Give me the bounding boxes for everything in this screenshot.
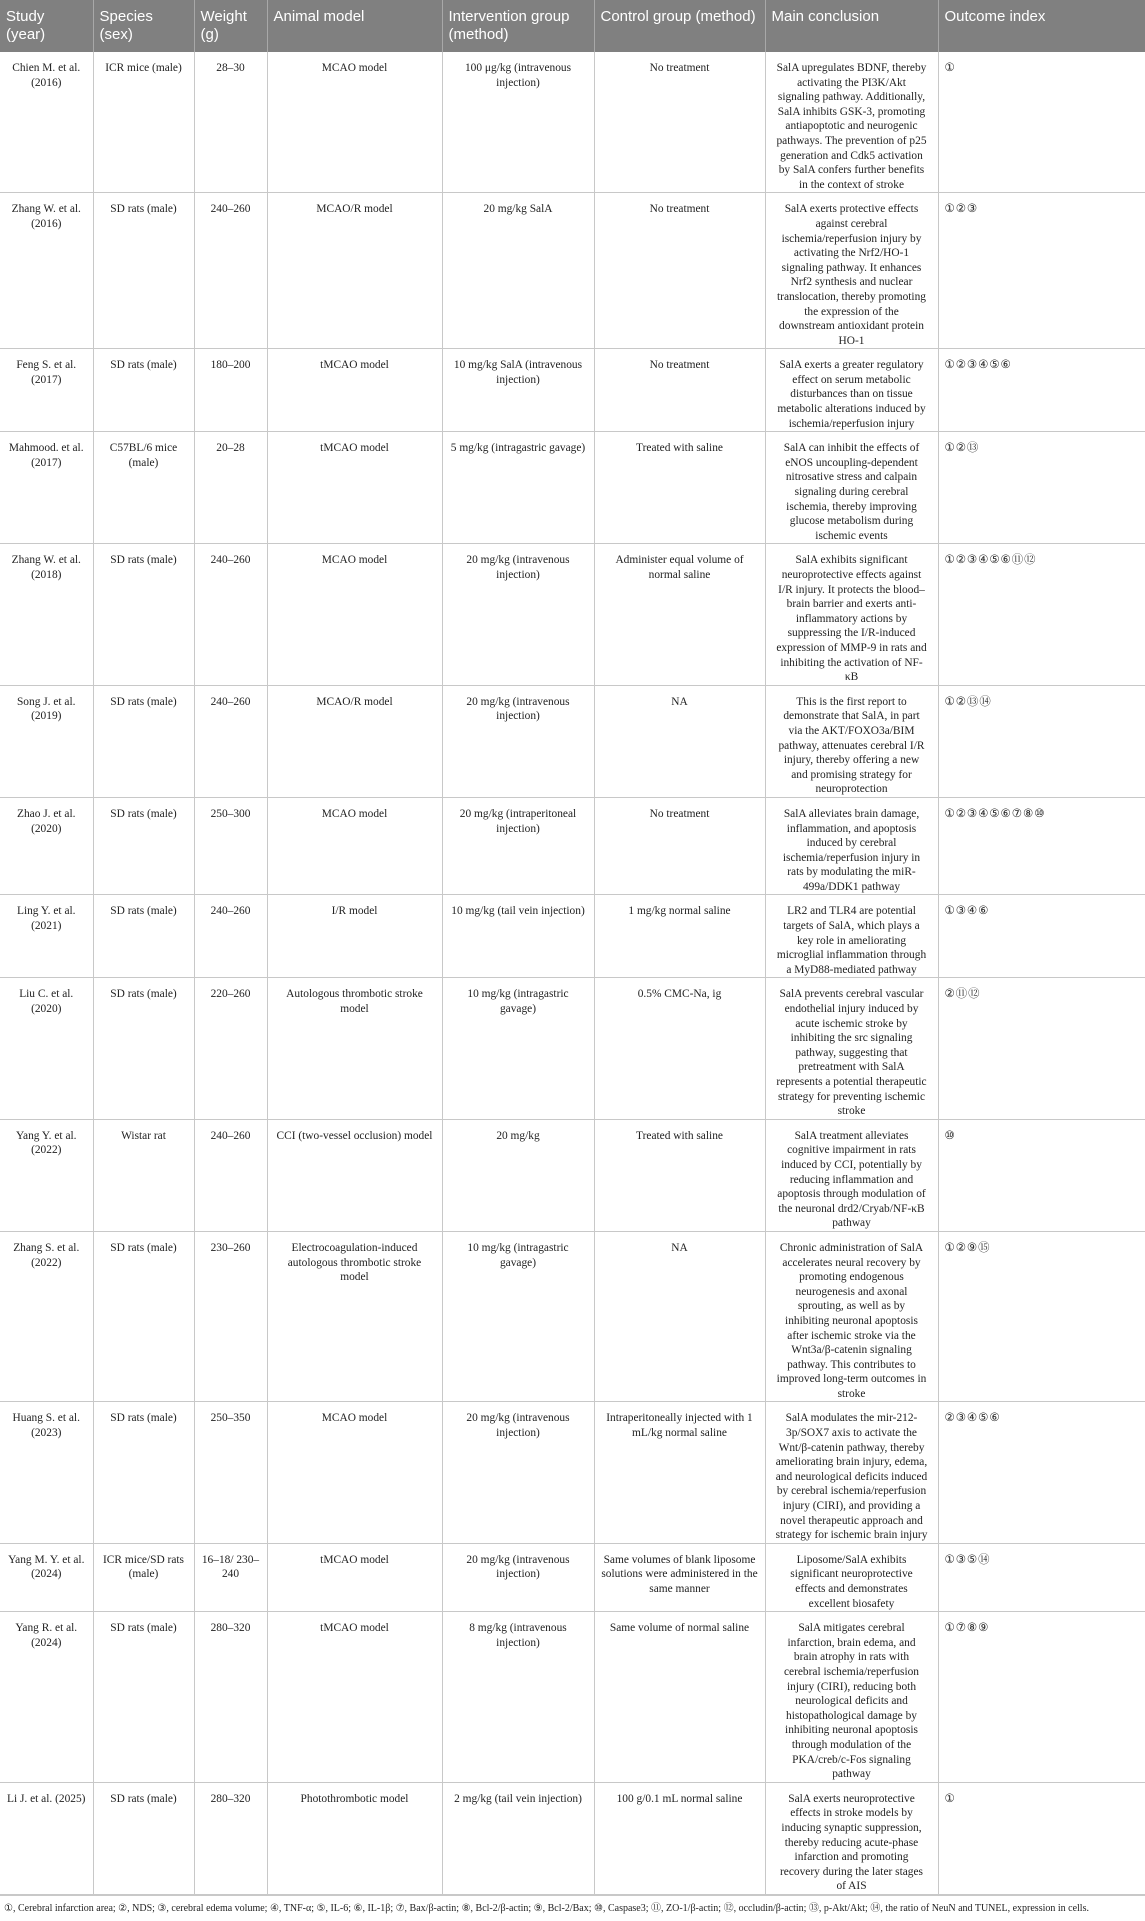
intervention-cell: 20 mg/kg (intravenous injection)	[442, 544, 594, 685]
table-row	[0, 193, 1145, 349]
conclusion-cell: Liposome/SalA exhibits significant neuroprotective effects and demonstrates excellent biosafety	[765, 1543, 938, 1611]
table-row	[0, 349, 1145, 432]
species-cell: SD rats (male)	[93, 193, 194, 349]
weight-cell: 28–30	[194, 52, 267, 193]
weight-cell: 280–320	[194, 1782, 267, 1894]
weight-cell: 220–260	[194, 978, 267, 1119]
weight-cell: 250–300	[194, 797, 267, 895]
study-cell: Feng S. et al. (2017)	[0, 349, 93, 432]
model-cell: MCAO model	[267, 52, 442, 193]
header-row	[0, 0, 1145, 52]
weight-cell: 20–28	[194, 432, 267, 544]
outcome-cell: ①②③④⑤⑥⑪⑫	[938, 544, 1145, 685]
table-row	[0, 1231, 1145, 1402]
conclusion-cell: SalA mitigates cerebral infarction, brain edema, and brain atrophy in rats with cerebral ischemia/reperfusion injury (CIRI), reducing both neurological deficits and histopathological damage by inhibiting neuronal apoptosis through modulation of the PKA/creb/c-Fos signaling pathway	[765, 1612, 938, 1783]
control-cell: NA	[594, 685, 765, 797]
weight-cell: 180–200	[194, 349, 267, 432]
model-cell: MCAO model	[267, 544, 442, 685]
table-row	[0, 52, 1145, 193]
conclusion-cell: SalA can inhibit the effects of eNOS uncoupling-dependent nitrosative stress and calpain signaling during cerebral ischemia, thereby improving glucose metabolism during ischemic events	[765, 432, 938, 544]
weight-cell: 240–260	[194, 544, 267, 685]
study-cell: Zhao J. et al. (2020)	[0, 797, 93, 895]
header-outcome: Outcome index	[938, 0, 1145, 52]
table-row	[0, 1782, 1145, 1894]
model-cell: MCAO model	[267, 1402, 442, 1543]
model-cell: Autologous thrombotic stroke model	[267, 978, 442, 1119]
conclusion-cell: This is the first report to demonstrate that SalA, in part via the AKT/FOXO3a/BIM pathway, attenuates cerebral I/R injury, thereby offering a new and promising strategy for neuroprotection	[765, 685, 938, 797]
model-cell: tMCAO model	[267, 1612, 442, 1783]
outcome-cell: ②⑪⑫	[938, 978, 1145, 1119]
control-cell: 100 g/0.1 mL normal saline	[594, 1782, 765, 1894]
species-cell: SD rats (male)	[93, 978, 194, 1119]
intervention-cell: 20 mg/kg (intravenous injection)	[442, 1543, 594, 1611]
intervention-cell: 2 mg/kg (tail vein injection)	[442, 1782, 594, 1894]
weight-cell: 250–350	[194, 1402, 267, 1543]
outcome-cell: ①②③④⑤⑥⑦⑧⑩	[938, 797, 1145, 895]
conclusion-cell: SalA exerts neuroprotective effects in stroke models by inducing synaptic suppression, thereby reducing acute-phase infarction and promoting recovery during the later stages of AIS	[765, 1782, 938, 1894]
species-cell: Wistar rat	[93, 1119, 194, 1231]
table-row	[0, 1119, 1145, 1231]
control-cell: No treatment	[594, 797, 765, 895]
header-study: Study (year)	[0, 0, 93, 52]
species-cell: C57BL/6 mice (male)	[93, 432, 194, 544]
outcome-cell: ①②⑬⑭	[938, 685, 1145, 797]
outcome-cell: ①②⑬	[938, 432, 1145, 544]
table-row	[0, 432, 1145, 544]
table-row	[0, 895, 1145, 978]
control-cell: Same volume of normal saline	[594, 1612, 765, 1783]
header-intervention: Intervention group (method)	[442, 0, 594, 52]
control-cell: 0.5% CMC-Na, ig	[594, 978, 765, 1119]
conclusion-cell: SalA prevents cerebral vascular endothelial injury induced by acute ischemic stroke by inhibiting the src signaling pathway, suggesting that pretreatment with SalA represents a potential therapeutic strategy for preventing ischemic stroke	[765, 978, 938, 1119]
header-species: Species (sex)	[93, 0, 194, 52]
intervention-cell: 10 mg/kg (tail vein injection)	[442, 895, 594, 978]
model-cell: tMCAO model	[267, 349, 442, 432]
species-cell: SD rats (male)	[93, 1231, 194, 1402]
control-cell: 1 mg/kg normal saline	[594, 895, 765, 978]
table-row	[0, 544, 1145, 685]
conclusion-cell: LR2 and TLR4 are potential targets of SalA, which plays a key role in ameliorating microglial inflammation through a MyD88-mediated pathway	[765, 895, 938, 978]
control-cell: Administer equal volume of normal saline	[594, 544, 765, 685]
study-cell: Zhang S. et al. (2022)	[0, 1231, 93, 1402]
table-row	[0, 1543, 1145, 1611]
intervention-cell: 20 mg/kg (intravenous injection)	[442, 1402, 594, 1543]
outcome-cell: ①②③④⑤⑥	[938, 349, 1145, 432]
intervention-cell: 100 μg/kg (intravenous injection)	[442, 52, 594, 193]
intervention-cell: 20 mg/kg (intravenous injection)	[442, 685, 594, 797]
species-cell: SD rats (male)	[93, 895, 194, 978]
weight-cell: 240–260	[194, 193, 267, 349]
intervention-cell: 5 mg/kg (intragastric gavage)	[442, 432, 594, 544]
intervention-cell: 10 mg/kg SalA (intravenous injection)	[442, 349, 594, 432]
model-cell: MCAO/R model	[267, 685, 442, 797]
control-cell: No treatment	[594, 52, 765, 193]
outcome-cell: ②③④⑤⑥	[938, 1402, 1145, 1543]
study-cell: Zhang W. et al. (2018)	[0, 544, 93, 685]
intervention-cell: 10 mg/kg (intragastric gavage)	[442, 1231, 594, 1402]
intervention-cell: 20 mg/kg SalA	[442, 193, 594, 349]
study-cell: Chien M. et al. (2016)	[0, 52, 93, 193]
outcome-cell: ①⑦⑧⑨	[938, 1612, 1145, 1783]
species-cell: SD rats (male)	[93, 1402, 194, 1543]
conclusion-cell: SalA exhibits significant neuroprotective effects against I/R injury. It protects the blood–brain barrier and exerts anti-inflammatory actions by suppressing the I/R-induced expression of MMP-9 in rats and inhibiting the activation of NF-κB	[765, 544, 938, 685]
header-weight: Weight (g)	[194, 0, 267, 52]
conclusion-cell: SalA upregulates BDNF, thereby activating the PI3K/Akt signaling pathway. Additionally, SalA inhibits GSK-3, promoting antiapoptotic and neurogenic pathways. The prevention of p25 generation and Cdk5 activation by SalA confers further benefits in the context of stroke	[765, 52, 938, 193]
model-cell: Photothrombotic model	[267, 1782, 442, 1894]
header-conclusion: Main conclusion	[765, 0, 938, 52]
control-cell: No treatment	[594, 349, 765, 432]
study-cell: Zhang W. et al. (2016)	[0, 193, 93, 349]
intervention-cell: 20 mg/kg (intraperitoneal injection)	[442, 797, 594, 895]
outcome-cell: ①	[938, 52, 1145, 193]
study-cell: Yang R. et al. (2024)	[0, 1612, 93, 1783]
table-footnote: ①, Cerebral infarction area; ②, NDS; ③, cerebral edema volume; ④, TNF-α; ⑤, IL-6; ⑥, IL-1β; ⑦, Bax/β-actin; ⑧, Bcl-2/β-actin; ⑨, Bcl-2/Bax; ⑩, Caspase3; ⑪, ZO-1/β-actin; ⑫, occludin/β-actin; ⑬, p-Akt/Akt; ⑭, the ratio of NeuN and TUNEL, expression in cells.	[0, 1895, 1145, 1921]
model-cell: tMCAO model	[267, 432, 442, 544]
species-cell: ICR mice (male)	[93, 52, 194, 193]
conclusion-cell: Chronic administration of SalA accelerates neural recovery by promoting endogenous neurogenesis and axonal sprouting, as well as by inhibiting neuronal apoptosis after ischemic stroke via the Wnt3a/β-catenin signaling pathway. This contributes to improved long-term outcomes in stroke	[765, 1231, 938, 1402]
model-cell: MCAO/R model	[267, 193, 442, 349]
weight-cell: 240–260	[194, 685, 267, 797]
control-cell: Treated with saline	[594, 1119, 765, 1231]
table-row	[0, 978, 1145, 1119]
conclusion-cell: SalA modulates the mir-212-3p/SOX7 axis to activate the Wnt/β-catenin pathway, thereby ameliorating brain injury, edema, and neurological deficits induced by cerebral ischemia/reperfusion injury (CIRI), and providing a novel therapeutic approach and strategy for ischemic brain injury	[765, 1402, 938, 1543]
model-cell: Electrocoagulation-induced autologous thrombotic stroke model	[267, 1231, 442, 1402]
control-cell: Treated with saline	[594, 432, 765, 544]
outcome-cell: ①②⑨⑮	[938, 1231, 1145, 1402]
study-cell: Li J. et al. (2025)	[0, 1782, 93, 1894]
species-cell: SD rats (male)	[93, 544, 194, 685]
species-cell: SD rats (male)	[93, 685, 194, 797]
study-cell: Mahmood. et al. (2017)	[0, 432, 93, 544]
model-cell: CCI (two-vessel occlusion) model	[267, 1119, 442, 1231]
weight-cell: 230–260	[194, 1231, 267, 1402]
control-cell: No treatment	[594, 193, 765, 349]
species-cell: SD rats (male)	[93, 797, 194, 895]
conclusion-cell: SalA alleviates brain damage, inflammation, and apoptosis induced by cerebral ischemia/reperfusion injury in rats by modulating the miR-499a/DDK1 pathway	[765, 797, 938, 895]
species-cell: SD rats (male)	[93, 1612, 194, 1783]
species-cell: SD rats (male)	[93, 1782, 194, 1894]
outcome-cell: ①③④⑥	[938, 895, 1145, 978]
model-cell: I/R model	[267, 895, 442, 978]
table-row	[0, 685, 1145, 797]
study-cell: Song J. et al. (2019)	[0, 685, 93, 797]
species-cell: ICR mice/SD rats (male)	[93, 1543, 194, 1611]
study-cell: Yang M. Y. et al. (2024)	[0, 1543, 93, 1611]
intervention-cell: 10 mg/kg (intragastric gavage)	[442, 978, 594, 1119]
header-control: Control group (method)	[594, 0, 765, 52]
header-animal-model: Animal model	[267, 0, 442, 52]
table-row	[0, 1402, 1145, 1543]
outcome-cell: ①	[938, 1782, 1145, 1894]
outcome-cell: ①②③	[938, 193, 1145, 349]
weight-cell: 240–260	[194, 895, 267, 978]
table-row	[0, 1612, 1145, 1783]
study-cell: Huang S. et al. (2023)	[0, 1402, 93, 1543]
species-cell: SD rats (male)	[93, 349, 194, 432]
study-cell: Liu C. et al. (2020)	[0, 978, 93, 1119]
weight-cell: 240–260	[194, 1119, 267, 1231]
model-cell: tMCAO model	[267, 1543, 442, 1611]
outcome-cell: ⑩	[938, 1119, 1145, 1231]
conclusion-cell: SalA exerts protective effects against cerebral ischemia/reperfusion injury by activating the Nrf2/HO-1 signaling pathway. It enhances Nrf2 synthesis and nuclear translocation, thereby promoting the expression of the downstream antioxidant protein HO-1	[765, 193, 938, 349]
intervention-cell: 8 mg/kg (intravenous injection)	[442, 1612, 594, 1783]
study-cell: Ling Y. et al. (2021)	[0, 895, 93, 978]
control-cell: Same volumes of blank liposome solutions were administered in the same manner	[594, 1543, 765, 1611]
control-cell: NA	[594, 1231, 765, 1402]
weight-cell: 280–320	[194, 1612, 267, 1783]
intervention-cell: 20 mg/kg	[442, 1119, 594, 1231]
control-cell: Intraperitoneally injected with 1 mL/kg normal saline	[594, 1402, 765, 1543]
study-cell: Yang Y. et al. (2022)	[0, 1119, 93, 1231]
table-row	[0, 797, 1145, 895]
conclusion-cell: SalA treatment alleviates cognitive impairment in rats induced by CCI, potentially by reducing inflammation and apoptosis through modulation of the neuronal drd2/Cryab/NF-κB pathway	[765, 1119, 938, 1231]
weight-cell: 16–18/ 230–240	[194, 1543, 267, 1611]
outcome-cell: ①③⑤⑭	[938, 1543, 1145, 1611]
model-cell: MCAO model	[267, 797, 442, 895]
conclusion-cell: SalA exerts a greater regulatory effect on serum metabolic disturbances than on tissue metabolic alterations induced by ischemia/reperfusion injury	[765, 349, 938, 432]
